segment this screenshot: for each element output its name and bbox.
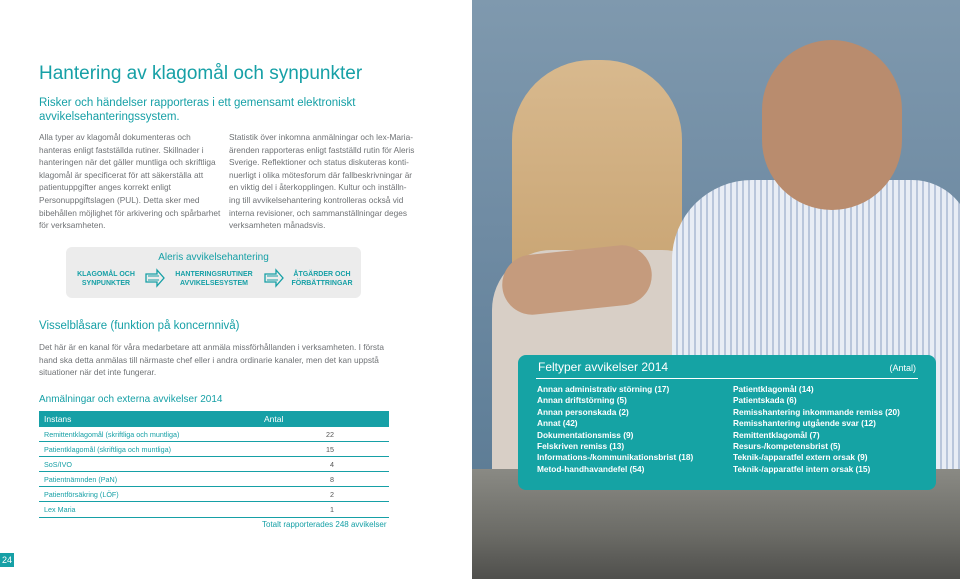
flow-step-actions [286,270,358,288]
couple-photo [472,0,960,579]
table-cell-name: SoS/IVO [39,457,259,472]
page-number: 24 [1,555,12,565]
flow-step-routines-line2: AVVIKELSESYSTEM [180,280,248,287]
flow-step-routines [168,270,260,288]
flow-arrow-icon [263,268,285,288]
error-types-card [518,355,936,490]
table-cell-name: Lex Maria [39,502,259,517]
error-types-list-right [733,384,900,475]
error-types-title: Feltyper avvikelser 2014 [538,360,669,374]
flow-step-actions-line2: FÖRBÄTTRINGAR [291,280,353,287]
flow-step-routines-line1: HANTERINGSRUTINER [175,271,253,278]
error-types-antal-label: (Antal) [889,363,916,373]
list-item: Teknik-/apparatfel intern orsak (15) [733,463,871,474]
man-head [762,40,902,210]
table-row [39,487,389,502]
flow-step-complaints [70,270,142,288]
reports-table-heading: Anmälningar och externa avvikelser 2014 [39,394,223,405]
list-item: Annan administrativ störning (17) [537,384,670,394]
page-subtitle: Risker och händelser rapporteras i ett gemensamt elektroniskt avvikelsehanteringssystem. [39,97,356,123]
list-item: Annan personskada (2) [537,406,629,417]
flow-step-complaints-line2: SYNPUNKTER [81,280,131,287]
flow-step-complaints-line1: KLAGOMÅL OCH [77,271,135,278]
table-row [39,502,389,517]
table-row [39,472,389,487]
error-types-list-left [537,384,693,475]
table-cell-value: 22 [259,427,389,442]
column-header-antal: Antal [259,411,389,427]
list-item: Remittentklagomål (7) [733,429,820,440]
list-item: Metod-handhavandefel (54) [537,463,645,474]
list-item: Patientskada (6) [733,395,797,406]
table-cell-value: 8 [259,472,389,487]
list-item: Annat (42) [537,418,578,429]
list-item: Dokumentationsmiss (9) [537,429,634,440]
flow-arrow-icon [144,268,166,288]
reports-table [39,411,389,518]
list-item: Annan driftstörning (5) [537,395,627,406]
list-item: Felskriven remiss (13) [537,441,625,452]
table-cell-value: 1 [259,502,389,517]
table-cell-value: 15 [259,442,389,457]
table-cell-value: 4 [259,457,389,472]
table-total: Totalt rapporterades 248 avvikelser [262,520,387,529]
table-cell-name: Patientklagomål (skriftliga och muntliga) [39,442,259,457]
intro-paragraph-1: Alla typer av klagomål dokumenteras och hanteras enligt fastställda rutiner. Skillnader i hanteringen när det gäller muntliga och skriftliga klagomål är specificerat för att säkerställa att patientuppgifter anges korrekt enligt Personuppgiftslagen (PUL). Detta sker med bibehållen möjlighet för arkivering och spårbarhet för verksamheten. [39,132,221,231]
table-cell-name: Patientnämnden (PaN) [39,472,259,487]
list-item: Remisshantering inkommande remiss (20) [733,406,900,417]
intro-paragraph-2: Statistik över inkomna anmälningar och lex-Maria-ärenden rapporteras enligt fastställd rutin för Aleris Sverige. Reflektioner och status diskuteras konti-nuerligt i olika mötesforum där fallbeskrivningar är en viktig del i återkopplingen. Kultur och inställn-ing till avvikelsehantering kontrolleras också vid interna revisioner, och sammanställningar deges verksamheten månadsvis. [229,132,415,231]
list-item: Informations-/kommunikationsbrist (18) [537,452,694,463]
table-row [39,427,389,442]
table-header-row [39,411,389,427]
whistleblower-text: Det här är en kanal för våra medarbetare att anmäla missförhållanden i verksamheten. I första hand ska detta anmälas till närmaste chef eller i andra ordinarie kanaler, men det kan uppstå situationer när det inte fungerar. [39,342,384,378]
divider [536,378,918,379]
table-row [39,457,389,472]
whistleblower-heading: Visselblåsare (funktion på koncernnivå) [39,320,240,332]
table-cell-name: Remittentklagomål (skriftliga och muntliga) [39,427,259,442]
process-flow-title: Aleris avvikelsehantering [158,252,269,263]
column-header-instans: Instans [39,411,259,427]
table-cell-value: 2 [259,487,389,502]
list-item: Remisshantering utgående svar (12) [733,418,876,429]
table-cell-name: Patientförsäkring (LÖF) [39,487,259,502]
page-title: Hantering av klagomål och synpunkter [39,63,363,84]
table-row [39,442,389,457]
list-item: Resurs-/kompetensbrist (5) [733,441,841,452]
list-item: Teknik-/apparatfel extern orsak (9) [733,452,868,463]
flow-step-actions-line1: ÅTGÄRDER OCH [293,271,351,278]
list-item: Patientklagomål (14) [733,384,814,394]
